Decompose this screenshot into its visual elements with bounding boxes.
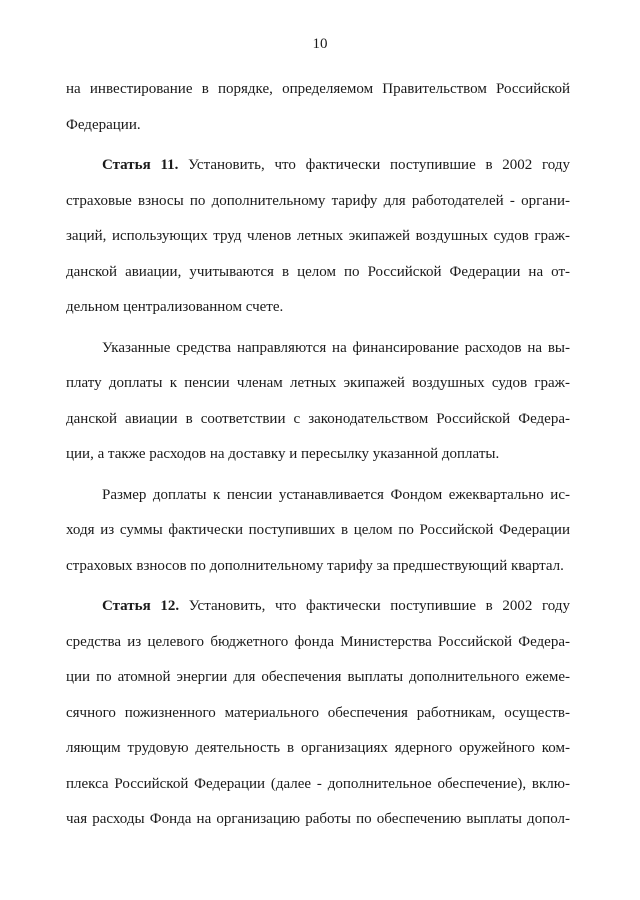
text-fragment: Установить, что фактически поступившие в 2002 году xyxy=(188,598,570,614)
text-line: плату доплаты к пенсии членам летных экипажей воздушных судов граж- xyxy=(66,375,570,391)
text-line: Федерации. xyxy=(66,116,141,133)
text-line: ляющим трудовую деятельность в организациях ядерного оружейного ком- xyxy=(66,740,570,756)
paragraph-continuation xyxy=(66,72,570,143)
text-fragment: Установить, что фактически поступившие в 2002 году xyxy=(188,157,570,173)
text-line: данской авиации в соответствии с законодательством Российской Федера- xyxy=(66,410,570,427)
text-line: средства из целевого бюджетного фонда Министерства Российской Федера- xyxy=(66,633,570,650)
text-line: ходя из суммы фактически поступивших в целом по Российской Федерации xyxy=(66,522,570,538)
article-11 xyxy=(66,148,570,326)
text-line xyxy=(66,148,570,184)
page-number: 10 xyxy=(312,36,328,52)
article-heading: Статья 12. xyxy=(102,598,180,614)
text-line: Указанные средства направляются на финансирование расходов на вы- xyxy=(102,339,570,356)
text-line: данской авиации, учитываются в целом по Российской Федерации на от- xyxy=(66,263,570,280)
paragraph xyxy=(66,331,570,473)
text-line xyxy=(66,589,570,625)
text-line: плекса Российской Федерации (далее - дополнительное обеспечение), вклю- xyxy=(66,775,570,792)
document-body xyxy=(66,72,570,838)
text-line: страховые взносы по дополнительному тарифу для работодателей - органи- xyxy=(66,192,570,209)
text-line: Размер доплаты к пенсии устанавливается Фондом ежеквартально ис- xyxy=(102,486,570,503)
text-line: ции по атомной энергии для обеспечения выплаты дополнительного ежеме- xyxy=(66,669,570,685)
text-line: чая расходы Фонда на организацию работы по обеспечению выплаты допол- xyxy=(66,811,570,827)
article-heading: Статья 11. xyxy=(102,157,179,173)
text-line: дельном централизованном счете. xyxy=(66,299,284,315)
text-line: заций, использующих труд членов летных экипажей воздушных судов граж- xyxy=(66,228,570,244)
text-line: на инвестирование в порядке, определяемом Правительством Российской xyxy=(66,81,570,97)
article-12 xyxy=(66,589,570,838)
text-line: ции, а также расходов на доставку и пересылку указанной доплаты. xyxy=(66,446,500,462)
text-line: страховых взносов по дополнительному тарифу за предшествующий квартал. xyxy=(66,557,564,574)
paragraph xyxy=(66,478,570,585)
text-line: сячного пожизненного материального обеспечения работникам, осуществ- xyxy=(66,704,570,721)
